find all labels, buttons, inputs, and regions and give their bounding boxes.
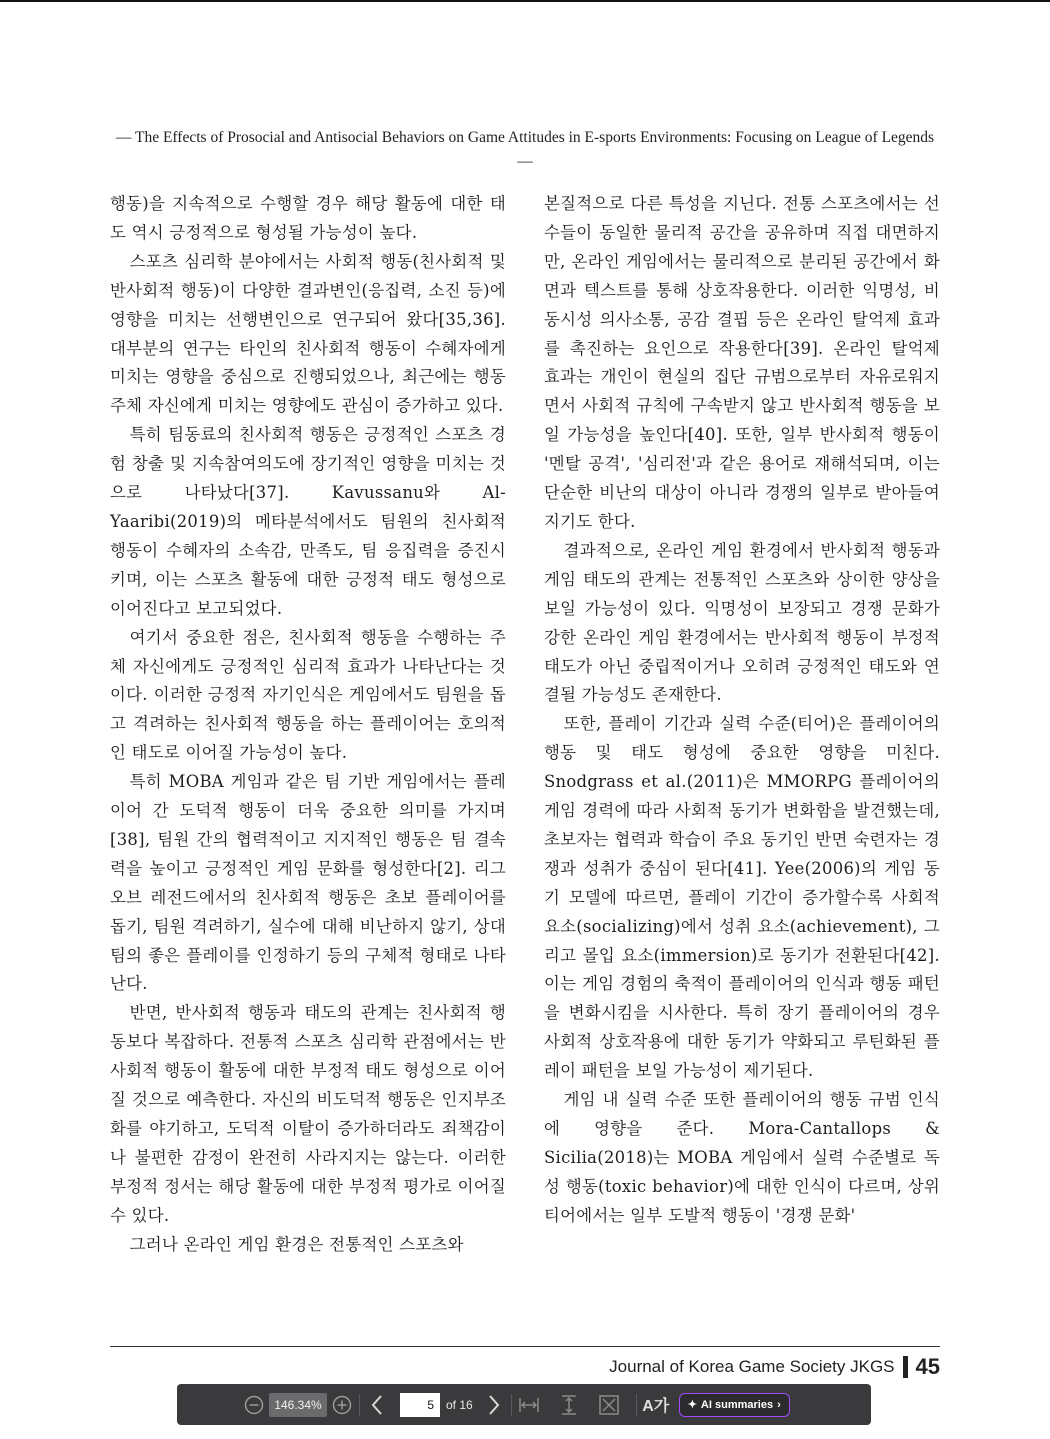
paragraph: 여기서 중요한 점은, 친사회적 행동을 수행하는 주체 자신에게도 긍정적인 심리적 효과가 나타난다는 것이다. 이러한 긍정적 자기인식은 게임에서도 팀원을 돕고 격려하는 친사회적 행동을 하는 플레이어는 호의적인 태도로 이어질 가능성이 높다. <box>110 627 506 763</box>
fullscreen-button[interactable] <box>594 1390 624 1420</box>
total-pages: of 16 <box>446 1397 473 1412</box>
sparkle-icon: ✦ <box>687 1399 697 1411</box>
running-title: — The Effects of Prosocial and Antisocial Behaviors on Game Attitudes in E-sports Environments: Focusing on League of Legends — <box>115 129 935 170</box>
right-column <box>544 190 940 1231</box>
text-icon: A가 <box>642 1398 670 1415</box>
fit-width-icon <box>518 1395 540 1415</box>
pdf-toolbar <box>177 1384 871 1425</box>
zoom-in-button[interactable] <box>327 1390 357 1420</box>
next-page-button[interactable] <box>479 1390 509 1420</box>
top-rule <box>0 0 1050 2</box>
chevron-right-icon <box>486 1394 502 1416</box>
toolbar-separator <box>511 1394 512 1416</box>
zoom-out-button[interactable] <box>239 1390 269 1420</box>
text-recognition-button[interactable] <box>639 1390 673 1420</box>
paragraph: 본질적으로 다른 특성을 지닌다. 전통 스포츠에서는 선수들이 동일한 물리적 공간을 공유하며 직접 대면하지만, 온라인 게임에서는 물리적으로 분리된 공간에서 화면과 텍스트를 통해 상호작용한다. 이러한 익명성, 비동시성 의사소통, 공감 결핍 등은 온라인 탈억제 효과를 촉진하는 요인으로 작용한다[39]. 온라인 탈억제 효과는 개인이 현실의 집단 규범으로부터 자유로워지면서 사회적 규칙에 구속받지 않고 반사회적 행동을 보일 가능성을 높인다[40]. 또한, 일부 반사회적 행동이 '멘탈 공격', '심리전'과 같은 용어로 재해석되며, 이는 단순한 비난의 대상이 아니라 경쟁의 일부로 받아들여지기도 한다. <box>544 194 940 531</box>
paragraph: 행동)을 지속적으로 수행할 경우 해당 활동에 대한 태도 역시 긍정적으로 형성될 가능성이 높다. <box>110 194 506 242</box>
paragraph: 특히 MOBA 게임과 같은 팀 기반 게임에서는 플레이어 간 도덕적 행동이 더욱 중요한 의미를 가지며[38], 팀원 간의 협력적이고 지지적인 행동은 팀 결속력을 높이고 긍정적인 게임 문화를 형성한다[2]. 리그 오브 레전드에서의 친사회적 행동은 초보 플레이어를 돕기, 팀원 격려하기, 실수에 대해 비난하지 않기, 상대팀의 좋은 플레이를 인정하기 등의 구체적 형태로 나타난다. <box>110 772 506 994</box>
paragraph: 스포츠 심리학 분야에서는 사회적 행동(친사회적 및 반사회적 행동)이 다양한 결과변인(응집력, 소진 등)에 영향을 미치는 선행변인으로 연구되어 왔다[35,36]. 대부분의 연구는 타인의 친사회적 행동이 수혜자에게 미치는 영향을 중심으로 진행되었으나, 최근에는 행동 주체 자신에게 미치는 영향에도 관심이 증가하고 있다. <box>110 251 506 416</box>
toolbar-separator <box>636 1394 637 1416</box>
ai-summaries-label: AI summaries <box>700 1398 774 1411</box>
minus-circle-icon <box>244 1395 264 1415</box>
paragraph: 특히 팀동료의 친사회적 행동은 긍정적인 스포츠 경험 창출 및 지속참여의도에 장기적인 영향을 미치는 것으로 나타났다[37]. Kavussanu와 Al-Yaaribi(2019)의 메타분석에서도 팀원의 친사회적 행동이 수혜자의 소속감, 만족도, 팀 응집력을 증진시키며, 이는 스포츠 활동에 대한 긍정적 태도 형성으로 이어진다고 보고되었다. <box>110 425 506 618</box>
footer-divider <box>903 1356 908 1378</box>
chevron-right-icon: › <box>777 1398 781 1411</box>
fit-height-button[interactable] <box>554 1390 584 1420</box>
paragraph: 반면, 반사회적 행동과 태도의 관계는 친사회적 행동보다 복잡하다. 전통적 스포츠 심리학 관점에서는 반사회적 행동이 활동에 대한 부정적 태도 형성으로 이어질 것으로 예측한다. 자신의 비도덕적 행동은 인지부조화를 야기하고, 도덕적 이탈이 증가하더라도 죄책감이나 불편한 감정이 완전히 사라지지는 않는다. 이러한 부정적 정서는 해당 활동에 대한 부정적 평가로 이어질 수 있다. <box>110 1003 506 1225</box>
paragraph: 결과적으로, 온라인 게임 환경에서 반사회적 행동과 게임 태도의 관계는 전통적인 스포츠와 상이한 양상을 보일 가능성이 있다. 익명성이 보장되고 경쟁 문화가 강한 온라인 게임 환경에서는 반사회적 행동이 부정적 태도가 아닌 중립적이거나 오히려 긍정적인 태도와 연결될 가능성도 존재한다. <box>544 540 940 705</box>
page-number: 45 <box>915 1354 940 1379</box>
paragraph: 게임 내 실력 수준 또한 플레이어의 행동 규범 인식에 영향을 준다. Mora-Cantallops & Sicilia(2018)는 MOBA 게임에서 실력 수준별로 독성 행동(toxic behavior)에 대한 인식이 다르며, 상위 티어에서는 일부 도발적 행동이 '경쟁 문화' <box>544 1090 940 1225</box>
ai-summaries-button[interactable] <box>679 1393 790 1417</box>
expand-icon <box>598 1394 620 1416</box>
zoom-level[interactable]: 146.34% <box>269 1393 327 1417</box>
paragraph: 또한, 플레이 기간과 실력 수준(티어)은 플레이어의 행동 및 태도 형성에 중요한 영향을 미친다. Snodgrass et al.(2011)은 MMORPG 플레이어의 게임 경력에 따라 사회적 동기가 변화함을 발견했는데, 초보자는 협력과 학습이 주요 동기인 반면 숙련자는 경쟁과 성취가 중심이 된다[41]. Yee(2006)의 게임 동기 모델에 따르면, 플레이 기간이 증가할수록 사회적 요소(socializing)에서 성취 요소(achievement), 그리고 몰입 요소(immersion)로 동기가 전환된다[42]. 이는 게임 경험의 축적이 플레이어의 인식과 행동 패턴을 변화시킴을 시사한다. 특히 장기 플레이어의 경우 사회적 상호작용에 대한 동기가 약화되고 루틴화된 플레이 패턴을 보일 가능성이 제기된다. <box>544 714 940 1081</box>
page-number-input[interactable] <box>400 1393 440 1417</box>
page-footer <box>609 1350 940 1384</box>
toolbar-separator <box>359 1394 360 1416</box>
footer-rule <box>110 1346 940 1347</box>
fit-width-button[interactable] <box>514 1390 544 1420</box>
previous-page-button[interactable] <box>362 1390 392 1420</box>
plus-circle-icon <box>332 1395 352 1415</box>
journal-name: Journal of Korea Game Society JKGS <box>609 1357 895 1376</box>
chevron-left-icon <box>369 1394 385 1416</box>
fit-height-icon <box>559 1394 579 1416</box>
left-column <box>110 190 506 1260</box>
paragraph: 그러나 온라인 게임 환경은 전통적인 스포츠와 <box>129 1234 464 1254</box>
